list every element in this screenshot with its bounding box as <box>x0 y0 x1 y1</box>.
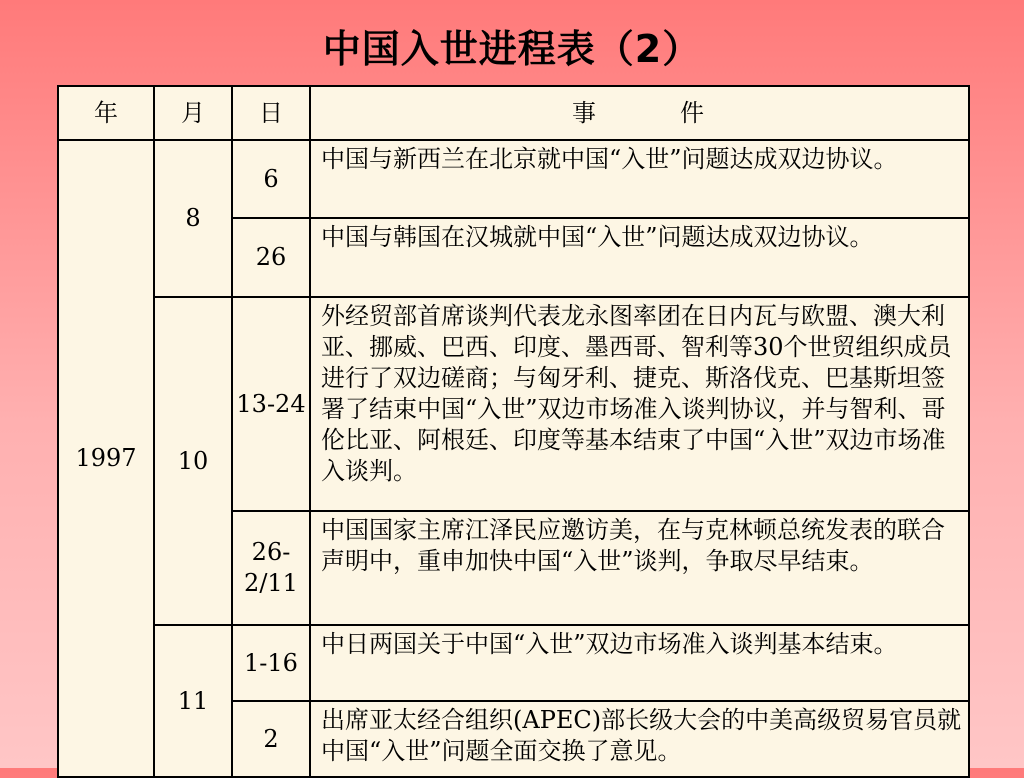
day-cell: 26 <box>232 218 310 297</box>
event-cell: 中日两国关于中国“入世”双边市场准入谈判基本结束。 <box>310 625 969 701</box>
header-day: 日 <box>232 86 310 140</box>
event-cell: 中国国家主席江泽民应邀访美，在与克林顿总统发表的联合声明中，重申加快中国“入世”谈判，争取尽早结束。 <box>310 511 969 625</box>
year-cell: 1997 <box>58 140 154 777</box>
day-cell: 26-2/11 <box>232 511 310 625</box>
table-header-row <box>58 86 969 140</box>
event-cell: 中国与新西兰在北京就中国“入世”问题达成双边协议。 <box>310 140 969 218</box>
day-cell: 2 <box>232 701 310 777</box>
header-year: 年 <box>58 86 154 140</box>
header-month: 月 <box>154 86 232 140</box>
page-title: 中国入世进程表（2） <box>322 27 702 71</box>
header-event: 事 件 <box>310 86 969 140</box>
event-cell: 外经贸部首席谈判代表龙永图率团在日内瓦与欧盟、澳大利亚、挪威、巴西、印度、墨西哥、智利等30个世贸组织成员进行了双边磋商；与匈牙利、捷克、斯洛伐克、巴基斯坦签署了结束中国“入世”双边市场准入谈判协议，并与智利、哥伦比亚、阿根廷、印度等基本结束了中国“入世”双边市场准入谈判。 <box>310 297 969 511</box>
month-cell: 10 <box>154 297 232 625</box>
table-row <box>58 297 969 511</box>
month-cell: 11 <box>154 625 232 777</box>
event-cell: 出席亚太经合组织(APEC)部长级大会的中美高级贸易官员就中国“入世”问题全面交换了意见。 <box>310 701 969 777</box>
table-row <box>58 625 969 701</box>
day-cell: 13-24 <box>232 297 310 511</box>
accession-timeline-table <box>57 85 970 778</box>
day-cell: 1-16 <box>232 625 310 701</box>
event-cell: 中国与韩国在汉城就中国“入世”问题达成双边协议。 <box>310 218 969 297</box>
table-row <box>58 140 969 218</box>
day-cell: 6 <box>232 140 310 218</box>
month-cell: 8 <box>154 140 232 297</box>
